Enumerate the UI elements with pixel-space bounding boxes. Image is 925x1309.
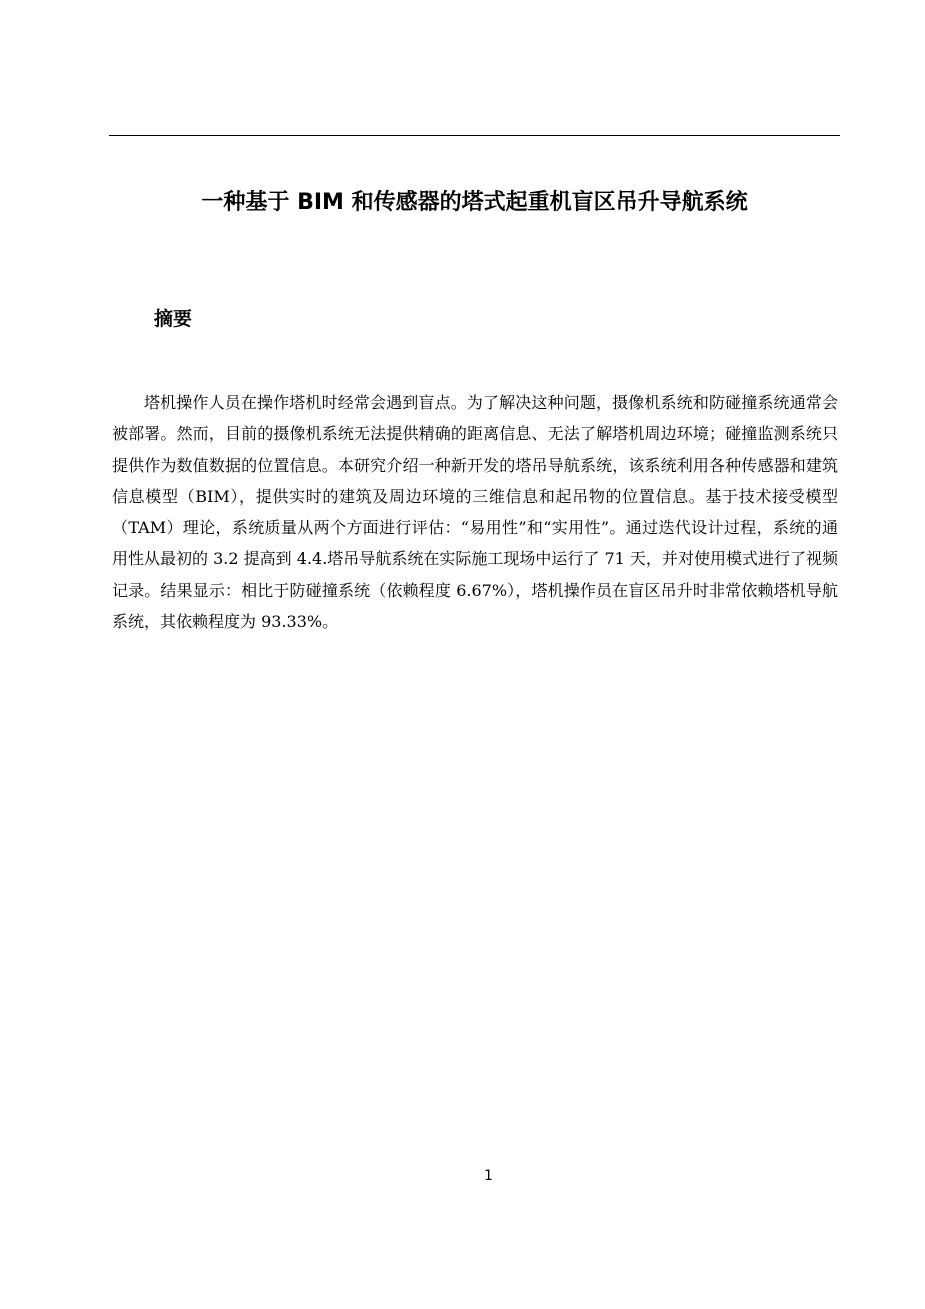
document-title: 一种基于 BIM 和传感器的塔式起重机盲区吊升导航系统 bbox=[201, 190, 748, 215]
page-number: 1 bbox=[484, 1168, 493, 1184]
abstract-paragraph: 塔机操作人员在操作塔机时经常会遇到盲点。为了解决这种问题，摄像机系统和防碰撞系统通常会被部署。然而，目前的摄像机系统无法提供精确的距离信息、无法了解塔机周边环境；碰撞监测系统只提供作为数值数据的位置信息。本研究介绍一种新开发的塔吊导航系统，该系统利用各种传感器和建筑信息模型（BIM），提供实时的建筑及周边环境的三维信息和起吊物的位置信息。基于技术接受模型（TAM）理论，系统质量从两个方面进行评估：“易用性”和“实用性”。通过迭代设计过程，系统的通用性从最初的 3.2 提高到 4.4.塔吊导航系统在实际施工现场中运行了 71 天，并对使用模式进行了视频记录。结果显示：相比于防碰撞系统（依赖程度 6.67%），塔机操作员在盲区吊升时非常依赖塔机导航系统，其依赖程度为 93.33%。 bbox=[112, 393, 838, 632]
abstract-heading: 摘要 bbox=[154, 308, 193, 330]
header-rule bbox=[109, 135, 840, 136]
